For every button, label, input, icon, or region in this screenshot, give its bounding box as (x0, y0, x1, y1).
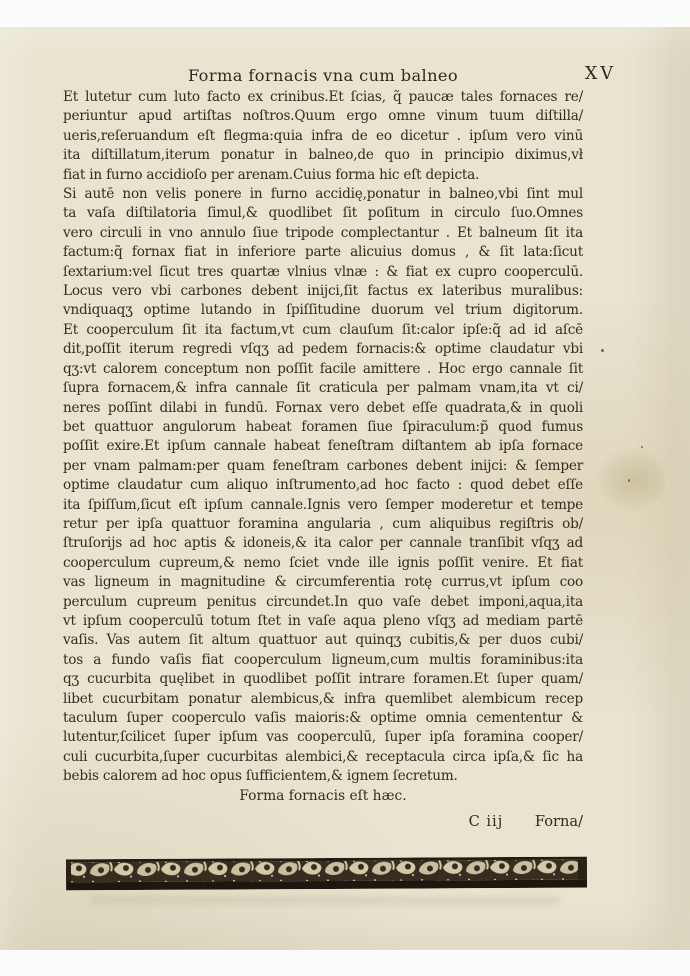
text-line: perculum cupreum penitus circundet.In quo vaſe debet imponi,aqua,ita (63, 593, 583, 610)
ink-speck (601, 349, 604, 352)
text-line: Et lutetur cum luto facto ex crinibus.Et ſcias, q̃ paucæ tales fornaces re/ (63, 89, 583, 105)
ink-speck (641, 446, 643, 448)
text-line: libet cucurbitam ponatur alembicus,& infra quemlibet alembicum recep (63, 690, 583, 707)
running-header (63, 64, 616, 86)
text-line: periuntur apud artiſtas noſtros.Quum ergo omne vinum tuum diſtilla/ (63, 108, 583, 125)
text-line: bebis calorem ad hoc opus ſufficientem,& ignem ſecretum. (63, 768, 458, 785)
text-line: ſtruſorijs ad hoc aptis & idoneis,& ita calor per cannale tranſibit vſqʒ ad (63, 535, 583, 552)
text-line: ita ſpiſſum,ſicut eſt ipſum cannale.Ignis vero ſemper moderetur et tempe (63, 496, 583, 513)
text-line: vas ligneum in magnitudine & circumferentia rotę currus,vt ipſum coo (63, 574, 583, 591)
text-line: bet quattuor angulorum habeat foramen ſiue ſpiraculum:p̃ quod fumus (63, 418, 583, 435)
text-line: vaſis. Vas autem ſit altum quattuor aut quinqʒ cubitis,& per duos cubi/ (63, 632, 583, 649)
paper-page (0, 27, 690, 950)
scan-margin-bottom (0, 950, 690, 976)
text-line: cooperculum cupreum,& nemo ſciet vnde ille ignis poſſit venire. Et fiat (63, 554, 583, 571)
page-number: XV (584, 64, 616, 84)
text-line: Si autē non velis ponere in furno accidię,ponatur in balneo,vbi ſint mul (63, 186, 583, 203)
running-header-title: Forma fornacis vna cum balneo (187, 66, 459, 85)
text-line: dit,poſſit iterum regredi vſqʒ ad pedem fornacis:& optime claudatur vbi (63, 341, 583, 358)
text-line: fiat in furno accidioſo per arenam.Cuius forma hic eſt depicta. (63, 166, 480, 183)
text-line: retur per ipſa quattuor foramina angularia , cum aliquibus regiſtris ob/ (63, 515, 583, 532)
text-line: vndiquaqʒ optime lutando in ſpiſſitudine duorum vel trium digitorum. (63, 302, 583, 319)
text-line: poſſit exire.Et ipſum cannale habeat feneſtram diſtantem ab ipſa fornace (63, 438, 583, 455)
catchword: Forna/ (534, 813, 583, 831)
ornament-show-through (90, 896, 560, 905)
scan-margin-top (0, 0, 690, 27)
text-line: qʒ cucurbita quęlibet in quodlibet poſſit intrare foramen.Et ſuper quam/ (63, 671, 583, 688)
figure-caption: Forma fornacis eſt hæc. (239, 787, 407, 804)
text-line: ſupra fornacem,& infra cannale ſit craticula per palmam vnam,ita vt ci/ (63, 380, 583, 397)
text-line: culi cucurbita,ſuper cucurbitas alembici,& receptacula circa ipſa,& ſic ha (63, 748, 583, 765)
ornament-band (66, 857, 587, 891)
text-line: neres poſſint dilabi in fundū. Fornax vero debet eſſe quadrata,& in quoli (63, 399, 583, 416)
text-line: vero circuli in vno annulo ſiue tripode complectantur . Et balneum ſit ita (63, 224, 583, 241)
text-line: ita diſtillatum,iterum ponatur in balneo,de quo in principio diximus,vł (63, 147, 583, 164)
text-line: ſextarium:vel ſicut tres quartæ vlnius vlnæ : & fiat ex cupro cooperculū. (63, 263, 583, 280)
text-line: taculum ſuper cooperculo vaſis maioris:& optime omnia cemententur & (63, 710, 583, 726)
text-block (63, 64, 616, 831)
body-text (63, 88, 583, 787)
paper-stain (598, 449, 664, 511)
text-line: vt ipſum cooperculū totum ſtet in vaſe aqua pleno vſqʒ ad mediam partē (63, 612, 583, 629)
text-line: optime claudatur cum aliquo inſtrumento,ad hoc facto : quod debet eſſe (63, 477, 583, 494)
text-line: qʒ:vt calorem conceptum non poſſit facile amittere . Hoc ergo cannale ſit (63, 360, 583, 377)
text-line: Locus vero vbi carbones debent inijci,ſit factus ex lateribus muralibus: (63, 283, 583, 300)
signature-line (63, 813, 583, 831)
text-line: ta vaſa diſtilatoria ſimul,& quodlibet ſit poſitum in circulo ſuo.Omnes (63, 205, 583, 222)
woodcut-foliage-border-image (66, 857, 587, 891)
text-line: Et cooperculum ſit ita factum,vt cum clauſum ſit:calor ipſe:q̃ ad id aſcē (63, 321, 583, 338)
signature-mark: C iij (468, 813, 504, 831)
text-line: per vnam palmam:per quam feneſtram carbones debent inijci: & ſemper (63, 457, 583, 474)
text-line: factum:q̃ fornax fiat in inferiore parte alicuius domus , & ſit lata:ſicut (63, 244, 583, 261)
text-line: ueris,reſeruandum eſt flegma:quia infra de eo dicetur . ipſum vero vinū (63, 127, 583, 144)
text-line: lutentur,ſcilicet ſuper ipſum vas cooperculū, ſuper ipſa foramina cooper/ (63, 729, 583, 746)
ink-speck (628, 479, 630, 482)
text-line: tos a fundo vaſis fiat cooperculum ligneum,cum multis foraminibus:ita (63, 651, 583, 668)
